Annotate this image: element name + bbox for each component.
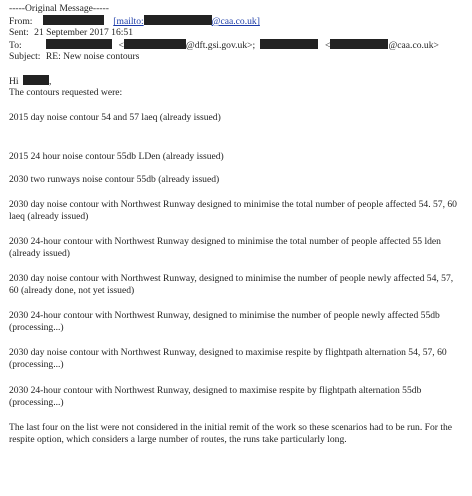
contour-item: 2030 two runways noise contour 55db (already issued) xyxy=(9,174,220,185)
contour-item: 2030 day noise contour with Northwest Runway, designed to maximise respite by flightpath alternation 54, 57, 60 (processing...) xyxy=(9,347,447,370)
original-message-line xyxy=(9,3,109,15)
redaction-block xyxy=(23,75,52,87)
contour-item: 2030 24-hour contour with Northwest Runway designed to minimise the total number of people affected 55 lden (already issued) xyxy=(9,236,441,259)
contour-item: 2030 day noise contour with Northwest Runway designed to minimise the total number of people affected 54. 57, 60 laeq (already issued) xyxy=(9,199,457,222)
contour-item: 2030 24-hour contour with Northwest Runway, designed to maximise respite by flightpath alternation 55db (processing...) xyxy=(9,385,422,408)
greeting-suffix: , xyxy=(49,76,52,87)
sent-line xyxy=(9,27,133,39)
original-message-text: -----Original Message----- xyxy=(9,3,109,14)
to-domain-1: @dft.gsi.gov.uk>; xyxy=(185,40,256,51)
subject-line xyxy=(9,51,139,63)
mailto-prefix: [mailto: xyxy=(113,16,144,27)
contour-item: 2030 24-hour contour with Northwest Runway, designed to minimise the number of people newly affected 55db (processing...) xyxy=(9,310,440,333)
to-label: To: xyxy=(9,40,22,51)
redaction-block xyxy=(46,39,112,49)
redaction-block xyxy=(43,15,104,25)
sent-label: Sent: xyxy=(9,27,29,38)
redaction-block xyxy=(124,39,186,49)
subject-label: Subject: xyxy=(9,51,41,62)
mailto-link[interactable] xyxy=(113,16,260,27)
redaction-block xyxy=(260,39,318,49)
subject-value: RE: New noise contours xyxy=(45,51,140,62)
redaction-block xyxy=(330,39,388,49)
from-domain: @caa.co.uk] xyxy=(211,16,260,27)
closing-paragraph: The last four on the list were not considered in the initial remit of the work so these scenarios had to be run. For the respite option, which considers a large number of routes, the runs take particularly long. xyxy=(9,422,453,445)
greeting-line xyxy=(9,75,51,88)
contour-item: 2015 24 hour noise contour 55db LDen (already issued) xyxy=(9,151,224,162)
sent-value: 21 September 2017 16:51 xyxy=(34,27,133,38)
intro-text: The contours requested were: xyxy=(9,87,123,98)
from-line xyxy=(9,15,260,28)
from-label: From: xyxy=(9,16,33,27)
contour-item: 2015 day noise contour 54 and 57 laeq (already issued) xyxy=(9,112,221,123)
to-bracket: < xyxy=(325,40,331,51)
contour-item: 2030 day noise contour with Northwest Runway, designed to minimise the number of people newly affected 54, 57, 60 (already done, not yet issued) xyxy=(9,273,454,296)
intro-line xyxy=(9,87,122,99)
redaction-block xyxy=(144,15,212,25)
to-domain-2: @caa.co.uk> xyxy=(388,40,439,51)
greeting-text: Hi xyxy=(9,76,19,87)
to-bracket: < xyxy=(118,40,124,51)
to-line xyxy=(9,39,439,52)
